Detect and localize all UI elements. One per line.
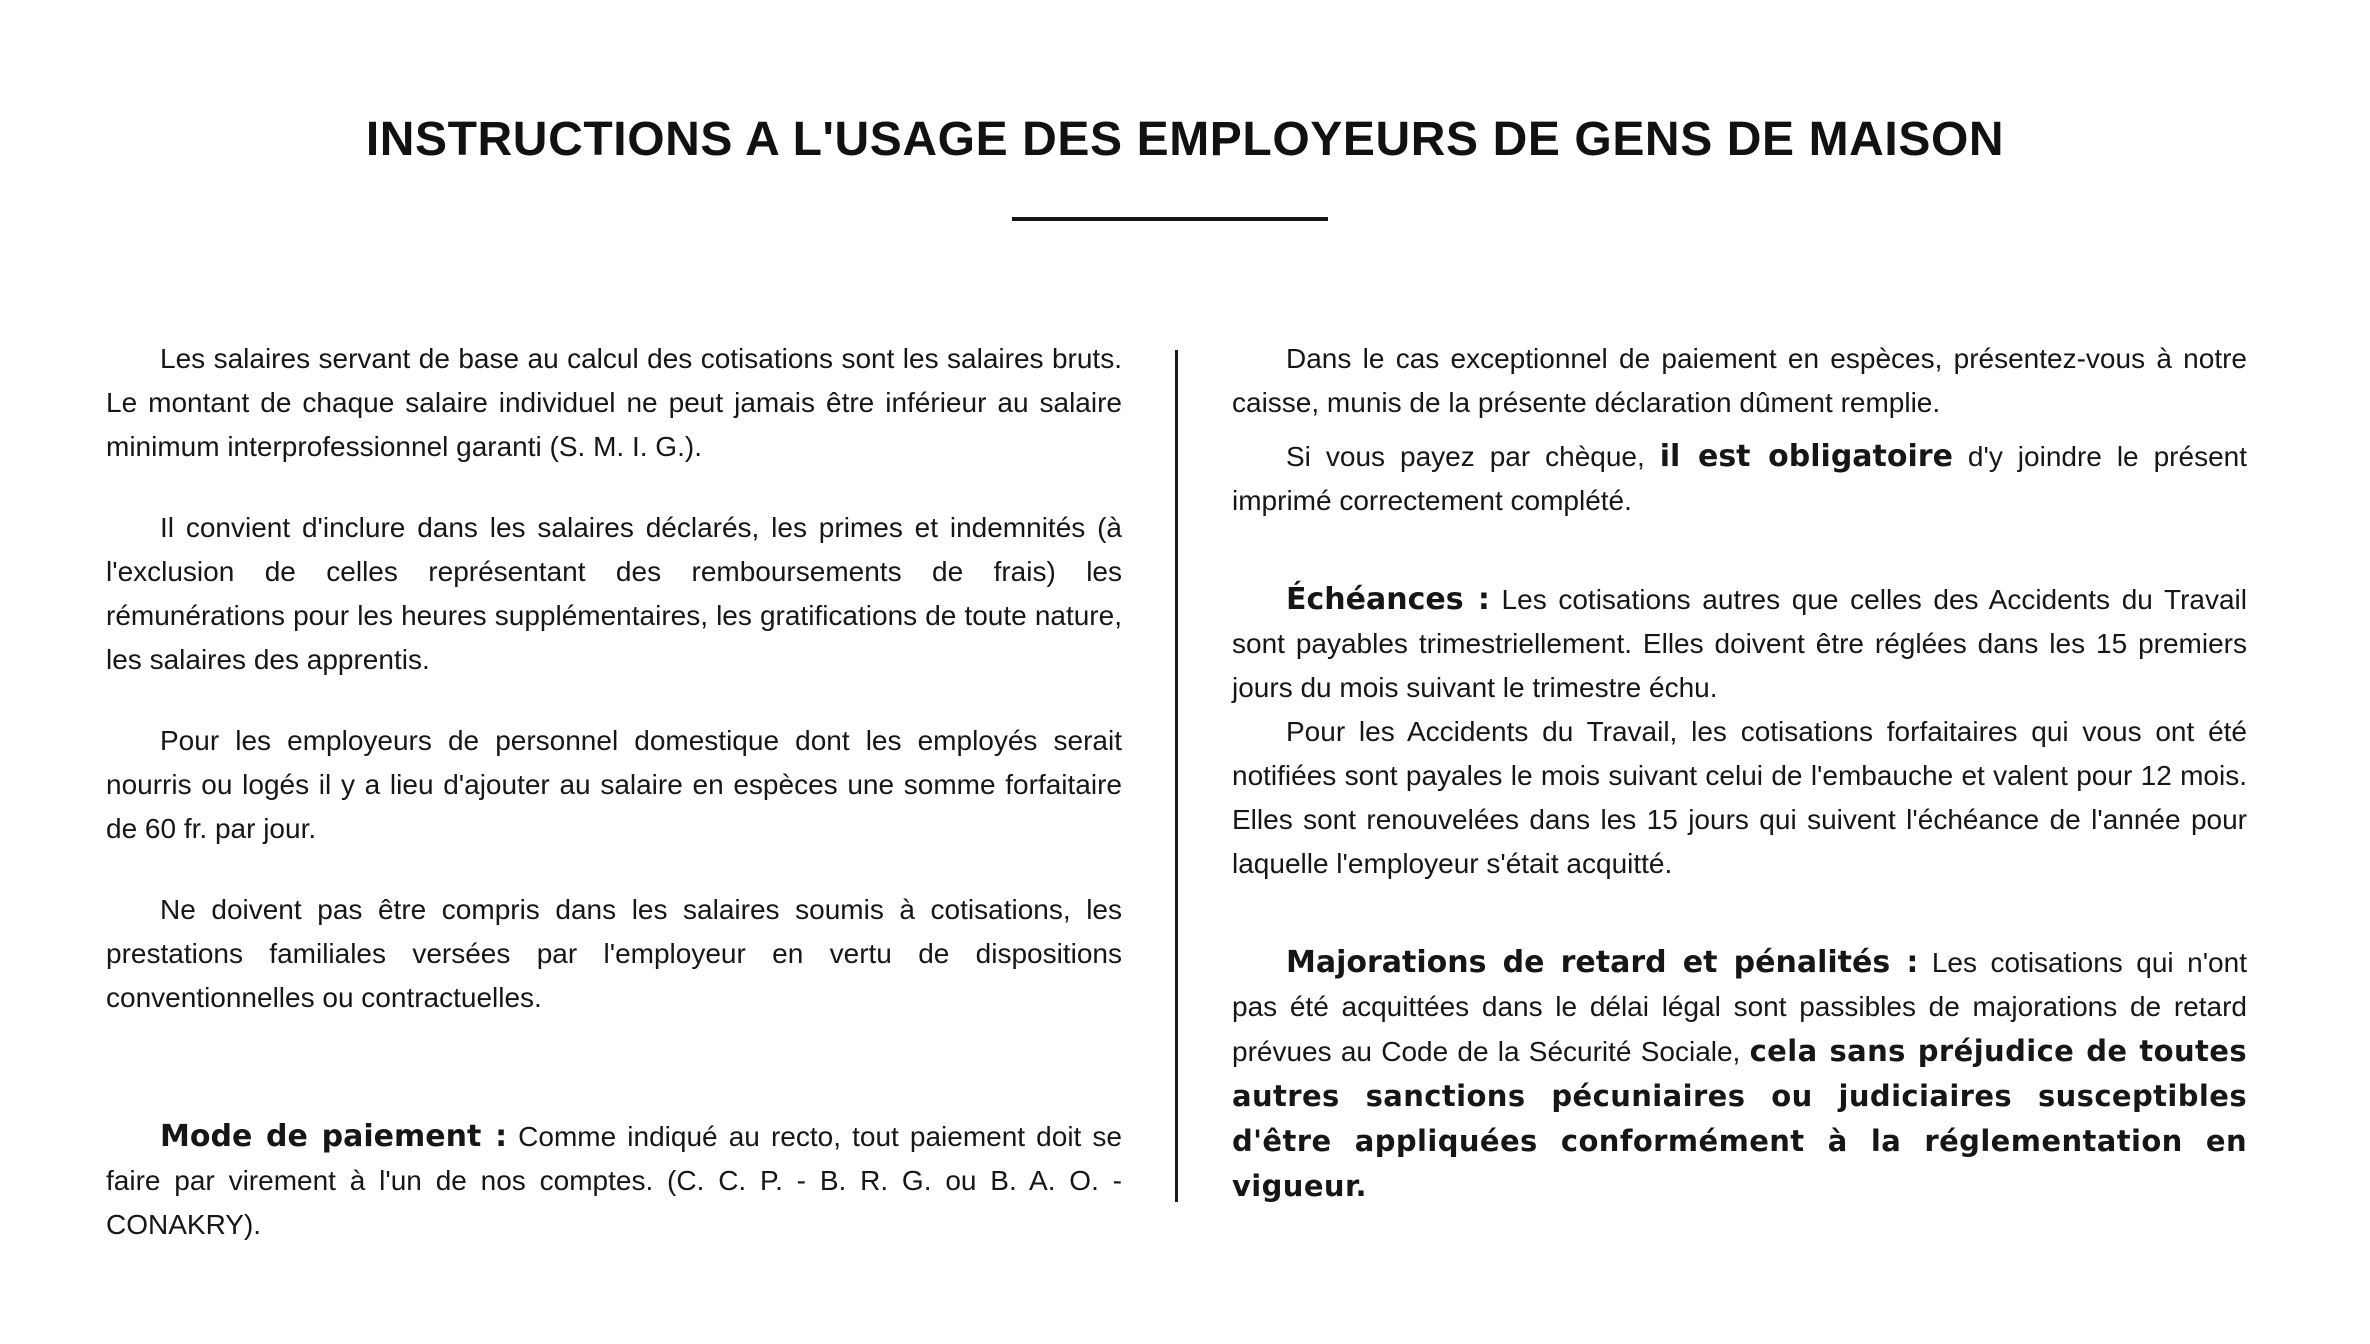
cheque-obligation: il est obligatoire: [1659, 439, 1953, 474]
cheque-text-start: Si vous payez par chèque,: [1286, 441, 1660, 472]
left-column: [106, 337, 1122, 1247]
payment-mode-text: Comme indiqué au recto, tout paiement doit se faire par virement à l'un de nos comptes. (C. C. P. - B. R. G. ou B. A. O. - CONAKRY).: [106, 1121, 1123, 1240]
right-column: [1232, 337, 2247, 1209]
paragraph-late-penalties: [1232, 941, 2247, 1209]
paragraph-due-dates: [1232, 578, 2247, 710]
paragraph-cheque-payment: [1232, 435, 2247, 523]
payment-mode-heading: Mode de paiement :: [160, 1119, 508, 1154]
paragraph-cash-payment: Dans le cas exceptionnel de paiement en espèces, présentez-vous à notre caisse, munis de la présente déclaration dûment remplie.: [1232, 343, 2247, 418]
column-divider: [1175, 350, 1178, 1202]
cheque-text-end: d'y joindre le présent imprimé correctement complété.: [1232, 441, 2247, 516]
late-penalties-text: Les cotisations qui n'ont pas été acquittées dans le délai légal sont passibles de majorations de retard prévues au Code de la Sécurité Sociale,: [1232, 947, 2247, 1067]
due-dates-text: Les cotisations autres que celles des Accidents du Travail sont payables trimestriellement. Elles doivent être réglées dans les 15 premiers jours du mois suivant le trimestre échu.: [1232, 584, 2247, 703]
late-penalties-heading: Majorations de retard et pénalités :: [1286, 945, 1919, 980]
due-dates-heading: Échéances :: [1286, 582, 1490, 617]
paragraph-excluded-benefits: Ne doivent pas être compris dans les salaires soumis à cotisations, les prestations familiales versées par l'employeur en vertu de dispositions conventionnelles ou contractuelles.: [106, 894, 1122, 1013]
paragraph-base-salaries: Les salaires servant de base au calcul des cotisations sont les salaires bruts. Le montant de chaque salaire individuel ne peut jamais être inférieur au salaire minimum interprofessionnel garanti (S. M. I. G.).: [106, 343, 1122, 462]
paragraph-included-wages: Il convient d'inclure dans les salaires déclarés, les primes et indemnités (à l'exclusion de celles représentant des remboursements de frais) les rémunérations pour les heures supplémentaires, les gratifications de toute nature, les salaires des apprentis.: [106, 512, 1122, 675]
title-underline: [1012, 217, 1328, 221]
paragraph-payment-mode: [106, 1115, 1122, 1247]
paragraph-domestic-staff: Pour les employeurs de personnel domestique dont les employés serait nourris ou logés il y a lieu d'ajouter au salaire en espèces une somme forfaitaire de 60 fr. par jour.: [106, 725, 1122, 844]
late-penalties-sanctions: cela sans préjudice de toutes autres sanctions pécuniaires ou judiciaires susceptibles d'être appliquées conformément à la réglementation en vigueur.: [1232, 1034, 2247, 1203]
page-title: INSTRUCTIONS A L'USAGE DES EMPLOYEURS DE GENS DE MAISON: [365, 113, 2005, 166]
paragraph-work-accidents: Pour les Accidents du Travail, les cotisations forfaitaires qui vous ont été notifiées sont payales le mois suivant celui de l'embauche et valent pour 12 mois. Elles sont renouvelées dans les 15 jours qui suivent l'échéance de l'année pour laquelle l'employeur s'était acquitté.: [1232, 716, 2247, 879]
